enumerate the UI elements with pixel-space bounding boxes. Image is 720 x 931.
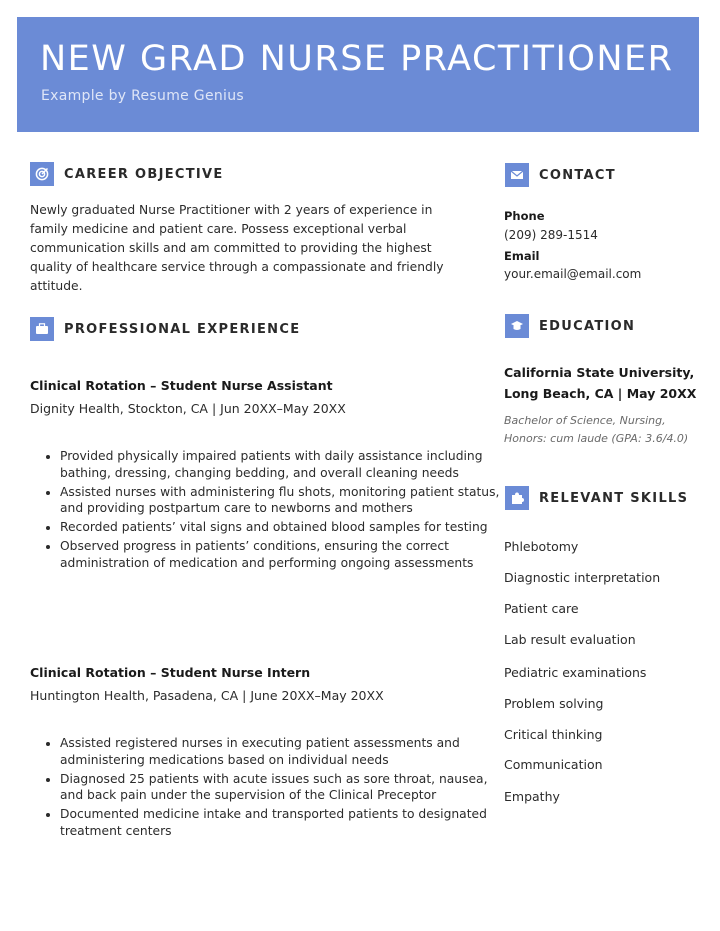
resume-subtitle: Example by Resume Genius bbox=[41, 88, 244, 104]
phone-label: Phone bbox=[504, 209, 545, 223]
list-item: • Recorded patients’ vital signs and obtained blood samples for testing bbox=[60, 519, 500, 536]
list-item: • Documented medicine intake and transported patients to designated treatment centers bbox=[60, 806, 500, 839]
career-objective-title: CAREER OBJECTIVE bbox=[64, 166, 224, 182]
education-title: EDUCATION bbox=[539, 318, 636, 334]
relevant-skills-title: RELEVANT SKILLS bbox=[539, 490, 689, 506]
career-objective-text: Newly graduated Nurse Practitioner with 2 years of experience in family medicine and patient care. Possess exceptional verbal communication skills and am committed to providing the highest quality of healthcare service through a compassionate and friendly attitude. bbox=[30, 203, 444, 293]
resume-header bbox=[17, 17, 699, 132]
professional-experience-heading bbox=[30, 317, 300, 341]
relevant-skills-heading bbox=[505, 486, 688, 510]
skill-item: Communication bbox=[504, 757, 603, 772]
list-item: • Observed progress in patients’ conditions, ensuring the correct administration of medication and performing ongoing assessments bbox=[60, 538, 500, 571]
envelope-icon bbox=[505, 163, 529, 187]
phone-value: (209) 289-1514 bbox=[504, 228, 598, 242]
puzzle-icon bbox=[505, 486, 529, 510]
contact-heading bbox=[505, 163, 616, 187]
target-icon bbox=[30, 162, 54, 186]
list-item: • Provided physically impaired patients with daily assistance including bathing, dressing, changing bedding, and overall cleaning needs bbox=[60, 448, 500, 481]
job-employer-dates: Dignity Health, Stockton, CA | Jun 20XX–May 20XX bbox=[30, 401, 346, 416]
job-title: Clinical Rotation – Student Nurse Intern bbox=[30, 665, 311, 680]
skill-item: Patient care bbox=[504, 601, 579, 616]
professional-experience-title: PROFESSIONAL EXPERIENCE bbox=[64, 321, 301, 337]
briefcase-icon bbox=[30, 317, 54, 341]
graduation-cap-icon bbox=[505, 314, 529, 338]
list-item: • Assisted nurses with administering flu shots, monitoring patient status, and providing postpartum care to newborns and mothers bbox=[60, 484, 500, 517]
skill-item: Lab result evaluation bbox=[504, 632, 636, 647]
skill-item: Problem solving bbox=[504, 696, 604, 711]
job-title: Clinical Rotation – Student Nurse Assistant bbox=[30, 378, 333, 393]
resume-title: NEW GRAD NURSE PRACTITIONER bbox=[40, 39, 674, 79]
skill-item: Pediatric examinations bbox=[504, 665, 647, 680]
education-school: California State University, Long Beach, CA | May 20XX bbox=[504, 365, 697, 401]
skill-item: Critical thinking bbox=[504, 727, 603, 742]
list-item: • Assisted registered nurses in executing patient assessments and administering medications based on individual needs bbox=[60, 735, 500, 768]
email-value: your.email@email.com bbox=[504, 267, 642, 281]
list-item: • Diagnosed 25 patients with acute issues such as sore throat, nausea, and back pain under the supervision of the Clinical Preceptor bbox=[60, 771, 500, 804]
education-degree: Bachelor of Science, Nursing, Honors: cum laude (GPA: 3.6/4.0) bbox=[504, 414, 689, 445]
email-label: Email bbox=[504, 249, 540, 263]
job-employer-dates: Huntington Health, Pasadena, CA | June 20XX–May 20XX bbox=[30, 688, 384, 703]
job-bullets bbox=[30, 448, 500, 574]
skill-item: Empathy bbox=[504, 789, 560, 804]
contact-title: CONTACT bbox=[539, 167, 616, 183]
skill-item: Diagnostic interpretation bbox=[504, 570, 661, 585]
job-bullets bbox=[30, 735, 500, 842]
skill-item: Phlebotomy bbox=[504, 539, 579, 554]
education-heading bbox=[505, 314, 635, 338]
career-objective-heading bbox=[30, 162, 224, 186]
